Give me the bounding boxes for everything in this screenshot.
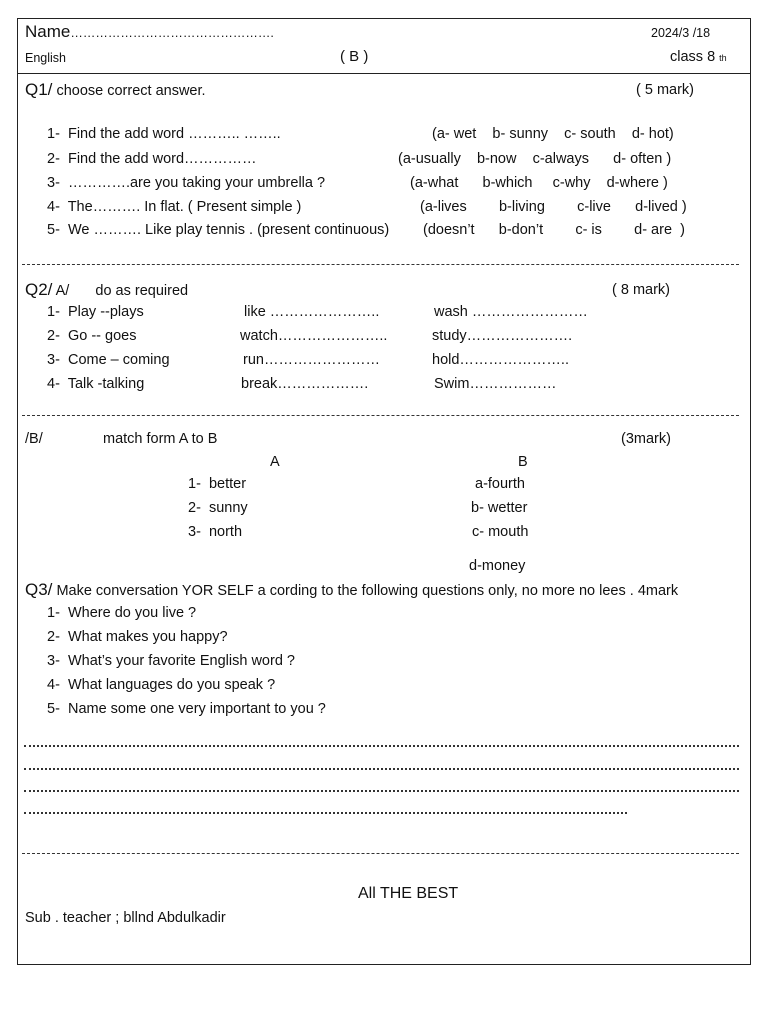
q3-number: Q3/ xyxy=(25,580,53,599)
q2-row-number: 1- xyxy=(47,304,60,320)
q2-row-number: 4- xyxy=(47,376,60,392)
q2-row xyxy=(47,304,144,320)
q1-item-number: 4- xyxy=(47,199,60,215)
answer-line xyxy=(24,745,739,747)
section-divider xyxy=(22,264,739,265)
q1-item-number: 3- xyxy=(47,175,60,191)
q1-item-options: (a-lives b-living c-live d-lived ) xyxy=(420,199,687,215)
q2-blank: run…………………… xyxy=(243,352,380,368)
version-label: ( B ) xyxy=(340,48,369,65)
q2-example: Come – coming xyxy=(67,352,170,368)
column-b-heading: B xyxy=(518,454,528,470)
q2-row xyxy=(47,352,170,368)
q2-blank: hold………………….. xyxy=(432,352,569,368)
q1-number: Q1/ xyxy=(25,80,53,99)
q2-instruction: do as required xyxy=(95,283,189,299)
q1-item-options: (a- wet b- sunny c- south d- hot) xyxy=(432,126,674,142)
q2-blank: Swim……………… xyxy=(434,376,557,392)
q3-item-number: 4- xyxy=(47,677,60,693)
name-dots: …………………………………………. xyxy=(70,26,274,40)
q1-item-options: (doesn’t b-don’t c- is d- are ) xyxy=(423,222,685,238)
qb-instruction: match form A to B xyxy=(103,431,218,447)
q1-item-question: Find the add word…………… xyxy=(67,151,257,167)
q2-blank: break………………. xyxy=(241,376,369,392)
match-a-text: north xyxy=(208,524,243,540)
q2-blank: watch………………….. xyxy=(240,328,388,344)
q2-example: Talk -talking xyxy=(67,376,145,392)
q2-row xyxy=(47,328,136,344)
q3-title xyxy=(25,580,678,600)
q2-title xyxy=(25,280,188,300)
q3-item-number: 3- xyxy=(47,653,60,669)
q1-mark: ( 5 mark) xyxy=(636,82,694,98)
match-b-item: a-fourth xyxy=(475,476,525,492)
q1-item-options: (a-usually b-now c-always d- often ) xyxy=(398,151,672,167)
q3-item xyxy=(47,605,196,621)
teacher-signature: Sub . teacher ; bllnd Abdulkadir xyxy=(25,910,226,926)
q2-part: A/ xyxy=(55,283,70,299)
q1-item-number: 1- xyxy=(47,126,60,142)
match-a-number: 1- xyxy=(188,476,201,492)
q3-item xyxy=(47,701,326,717)
match-a-item xyxy=(188,476,246,492)
q2-blank: study…………………. xyxy=(432,328,573,344)
q1-item xyxy=(47,126,281,142)
answer-line xyxy=(24,790,739,792)
q2-example: Play --plays xyxy=(67,304,144,320)
q3-item-text: What languages do you speak ? xyxy=(67,677,276,693)
match-b-item: d-money xyxy=(469,558,526,574)
q2-row xyxy=(47,376,144,392)
q1-title xyxy=(25,80,206,100)
exam-date: 2024/3 /18 xyxy=(651,26,711,40)
q1-item xyxy=(47,199,301,215)
q1-item-options: (a-what b-which c-why d-where ) xyxy=(410,175,668,191)
q1-item xyxy=(47,222,389,238)
q2-blank: wash …………………… xyxy=(434,304,588,320)
q1-instruction: choose correct answer. xyxy=(56,83,206,99)
q3-instruction: Make conversation YOR SELF a cording to the following questions only, no more no lees . 4mark xyxy=(56,583,679,599)
match-a-text: better xyxy=(208,476,247,492)
q1-item-question: Find the add word ……….. …….. xyxy=(67,126,281,142)
name-label: Name xyxy=(25,22,71,41)
q1-item-question: ………….are you taking your umbrella ? xyxy=(67,175,326,191)
q3-item-text: What makes you happy? xyxy=(67,629,228,645)
match-a-text: sunny xyxy=(208,500,248,516)
q3-item xyxy=(47,653,295,669)
all-the-best: All THE BEST xyxy=(358,885,459,902)
q3-item-text: Where do you live ? xyxy=(67,605,197,621)
answer-line xyxy=(24,812,627,814)
match-a-item xyxy=(188,500,248,516)
match-b-item: b- wetter xyxy=(471,500,528,516)
q3-item-number: 5- xyxy=(47,701,60,717)
q2-mark: ( 8 mark) xyxy=(612,282,670,298)
q2-blank: like ………………….. xyxy=(244,304,380,320)
class-text: class 8 xyxy=(670,49,716,65)
match-a-number: 2- xyxy=(188,500,201,516)
q3-item xyxy=(47,629,228,645)
q3-item xyxy=(47,677,275,693)
q1-item xyxy=(47,175,325,191)
class-label xyxy=(670,49,727,65)
q2-row-number: 3- xyxy=(47,352,60,368)
answer-line xyxy=(24,768,739,770)
q1-item-number: 2- xyxy=(47,151,60,167)
q2-row-number: 2- xyxy=(47,328,60,344)
match-b-item: c- mouth xyxy=(472,524,529,540)
q2-number: Q2/ xyxy=(25,280,53,299)
class-suffix: th xyxy=(719,53,727,63)
column-a-heading: A xyxy=(270,454,280,470)
q3-item-text: What’s your favorite English word ? xyxy=(67,653,295,669)
qb-title: /B/ xyxy=(25,431,43,447)
match-a-item xyxy=(188,524,242,540)
q2-example: Go -- goes xyxy=(67,328,137,344)
q1-item-question: We ………. Like play tennis . (present continuous) xyxy=(67,222,390,238)
subject-label: English xyxy=(25,51,66,65)
q3-item-number: 1- xyxy=(47,605,60,621)
section-divider xyxy=(22,415,739,416)
q3-item-text: Name some one very important to you ? xyxy=(67,701,326,717)
section-divider xyxy=(22,853,739,854)
match-a-number: 3- xyxy=(188,524,201,540)
qb-mark: (3mark) xyxy=(621,431,671,447)
name-field xyxy=(25,22,274,42)
q1-item xyxy=(47,151,257,167)
q3-item-number: 2- xyxy=(47,629,60,645)
header-divider xyxy=(17,73,751,74)
q1-item-question: The………. In flat. ( Present simple ) xyxy=(67,199,302,215)
q1-item-number: 5- xyxy=(47,222,60,238)
